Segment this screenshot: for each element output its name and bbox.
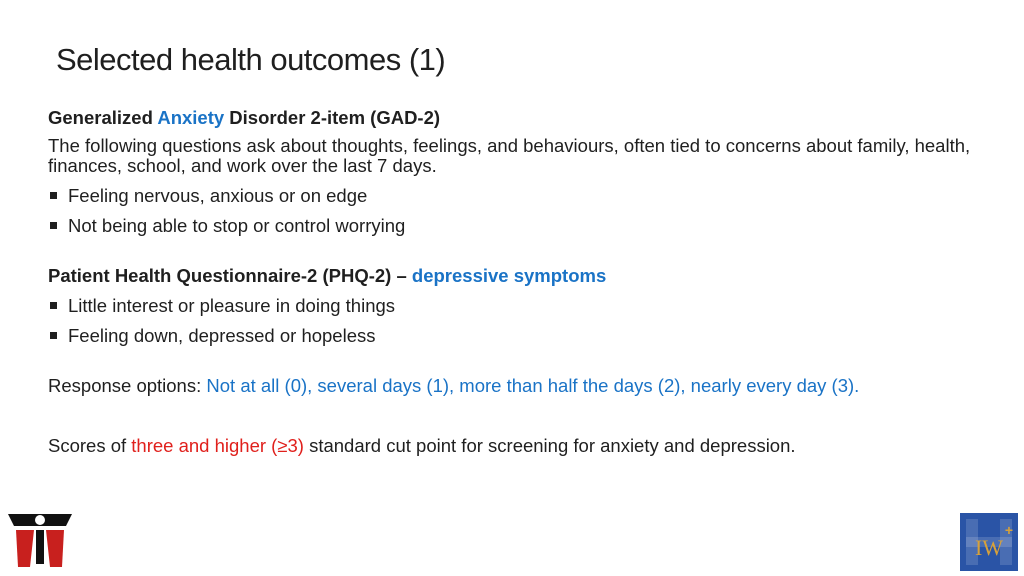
gad-description: The following questions ask about thoughts, feelings, and behaviours, often tied to concerns about family, health, finances, school, and work over the last 7 days. (48, 135, 971, 176)
phq-heading-highlight: depressive symptoms (411, 265, 607, 286)
svg-text:+: + (1004, 522, 1014, 538)
logo-text: IW (974, 535, 1004, 560)
scores-highlight: three and higher (≥3) (131, 435, 304, 456)
gad-heading-post: Disorder 2-item (GAD-2) (224, 107, 441, 128)
scores-pre: Scores of (48, 435, 132, 456)
list-item: Not being able to stop or control worrying (48, 216, 998, 236)
list-item: Feeling down, depressed or hopeless (48, 326, 998, 346)
phq-items (48, 296, 998, 346)
response-values: Not at all (0), several days (1), more than half the days (2), nearly every day (3). (206, 375, 860, 396)
phq-heading-pre: Patient Health Questionnaire-2 (PHQ-2) – (48, 265, 412, 286)
organization-logo-right (960, 513, 1018, 571)
organization-logo-left (6, 511, 74, 569)
list-item: Feeling nervous, anxious or on edge (48, 186, 998, 206)
scores-post: standard cut point for screening for anxiety and depression. (303, 435, 796, 456)
response-options (48, 376, 998, 396)
gad-items (48, 186, 998, 236)
gad-heading-highlight: Anxiety (157, 107, 225, 128)
scores-line (48, 436, 998, 456)
gad-heading (48, 108, 998, 128)
slide-content (48, 108, 998, 456)
list-item: Little interest or pleasure in doing things (48, 296, 998, 316)
phq-heading (48, 266, 998, 286)
gad-heading-pre: Generalized (48, 107, 158, 128)
page-title: Selected health outcomes (1) (56, 42, 446, 77)
response-label: Response options: (48, 375, 207, 396)
